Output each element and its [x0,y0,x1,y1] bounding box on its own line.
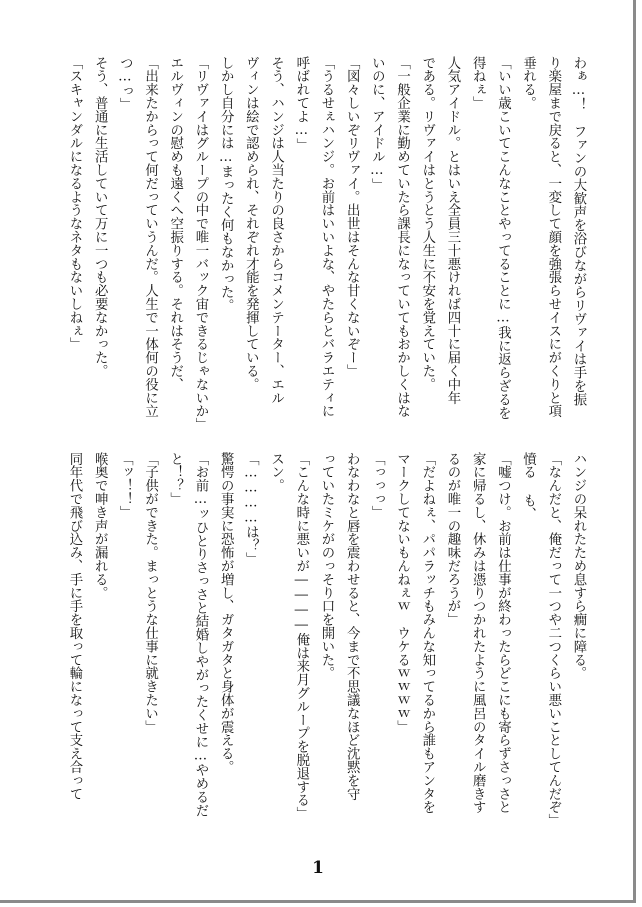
text-line: 「っっっ」 [369,452,385,519]
text-line: わぁ…！ ファンの大歓声を浴びながらリヴァイは手を振 [571,56,586,406]
text-line: 「出来たからって何だっていうんだ。人生で一体何の役に立 [142,56,158,418]
text-line: 呼ばれてよ…」 [293,56,309,152]
text-line: わなわなと唇を震わせると、今まで不思議なほど沈黙を守 [344,452,360,801]
text-line: 「図々しいぞリヴァイ。出世はそんな甘くないぞー」 [344,56,360,378]
text-line: 「お前…ッひとりさっさと結婚しやがったくせに…やめるだ [192,452,208,817]
text-line: 同年代で飛び込み、手に手を取って輪になって支え合って [66,452,82,801]
text-block-bottom [66,452,591,844]
text-line: 「スキャンダルになるようなネタもないしねぇ」 [66,56,82,351]
text-line: 「なんだと、俺だって一つや二つくらい悪いことしてんだぞ」 [545,452,561,828]
text-line: 「嘘つけ。お前は仕事が終わったらどこにも寄らずさっさと [495,452,511,814]
text-line: 「いい歳こいてこんなことやってることに…我に返らざるを [495,56,511,420]
text-line: である。リヴァイはとうとう人生に不安を覚えていた。 [419,56,435,391]
text-line: っていたミケがのっそり口を開いた。 [318,452,334,680]
text-line: 垂れる。 [520,56,536,110]
text-line: 「一般企業に勤めていたら課長になっていてもおかしくはな [394,56,410,418]
text-line: ヴィンは絵で認められ、それぞれ才能を発揮している。 [243,56,259,391]
text-line: そう、普通に生活していて万に一つも必要なかった。 [92,56,108,378]
text-line: 得ねぇ」 [470,56,486,110]
text-line: スン。 [268,452,284,493]
text-line: るのが唯一の趣味だろうが」 [444,452,460,627]
text-line: しかし自分には…まったく何もなかった。 [218,56,234,313]
text-line: いのに、アイドル…」 [369,56,385,192]
text-line: エルヴィンの慰めも遠くへ空振りする。それはそうだ、 [167,56,183,391]
text-line: 「だよねぇ、パパラッチもみんな知ってるから誰もアンタを [419,452,435,814]
text-line: と！？」 [167,452,183,506]
text-line: 「子供ができた。まっとうな仕事に就きたい」 [142,452,158,734]
text-line: 憤る も、 [520,452,536,521]
text-line: り楽屋まで戻ると、一変して顔を強張らせイスにがくりと項 [545,56,561,418]
page-number: 1 [312,858,324,878]
text-line: 家に帰るし、休みは憑りつかれたように風呂のタイル磨きす [470,452,486,814]
text-line: つ…っ」 [117,56,133,112]
text-line: 「…………は？」 [243,452,259,566]
text-line: マークしてないもんねぇｗ ウケるｗｗｗｗ」 [394,452,410,734]
text-line: 「うるせぇハンジ。お前はいいよな、やたらとバラエティに [318,56,334,418]
text-line: 「リヴァイはグループの中で唯一バック宙できるじゃないか」 [192,56,208,432]
text-line: 喉奥で呻き声が漏れる。 [92,452,108,600]
text-line: ハンジの呆れたため息すら癇に障る。 [571,452,586,680]
text-line: 人気アイドル。とはいえ全員三十悪ければ四十に届く中年 [444,56,460,405]
text-line: 「ッ！！」 [117,452,133,519]
text-line: そう、ハンジは人当たりの良さからコメンテーター、エル [268,56,284,405]
text-block-top [66,56,591,432]
text-line: 驚愕の事実に恐怖が増し、ガタガタと身体が震える。 [218,452,234,774]
text-line: 「こんな時に悪いが――――俺は来月グループを脱退する」 [293,452,309,821]
